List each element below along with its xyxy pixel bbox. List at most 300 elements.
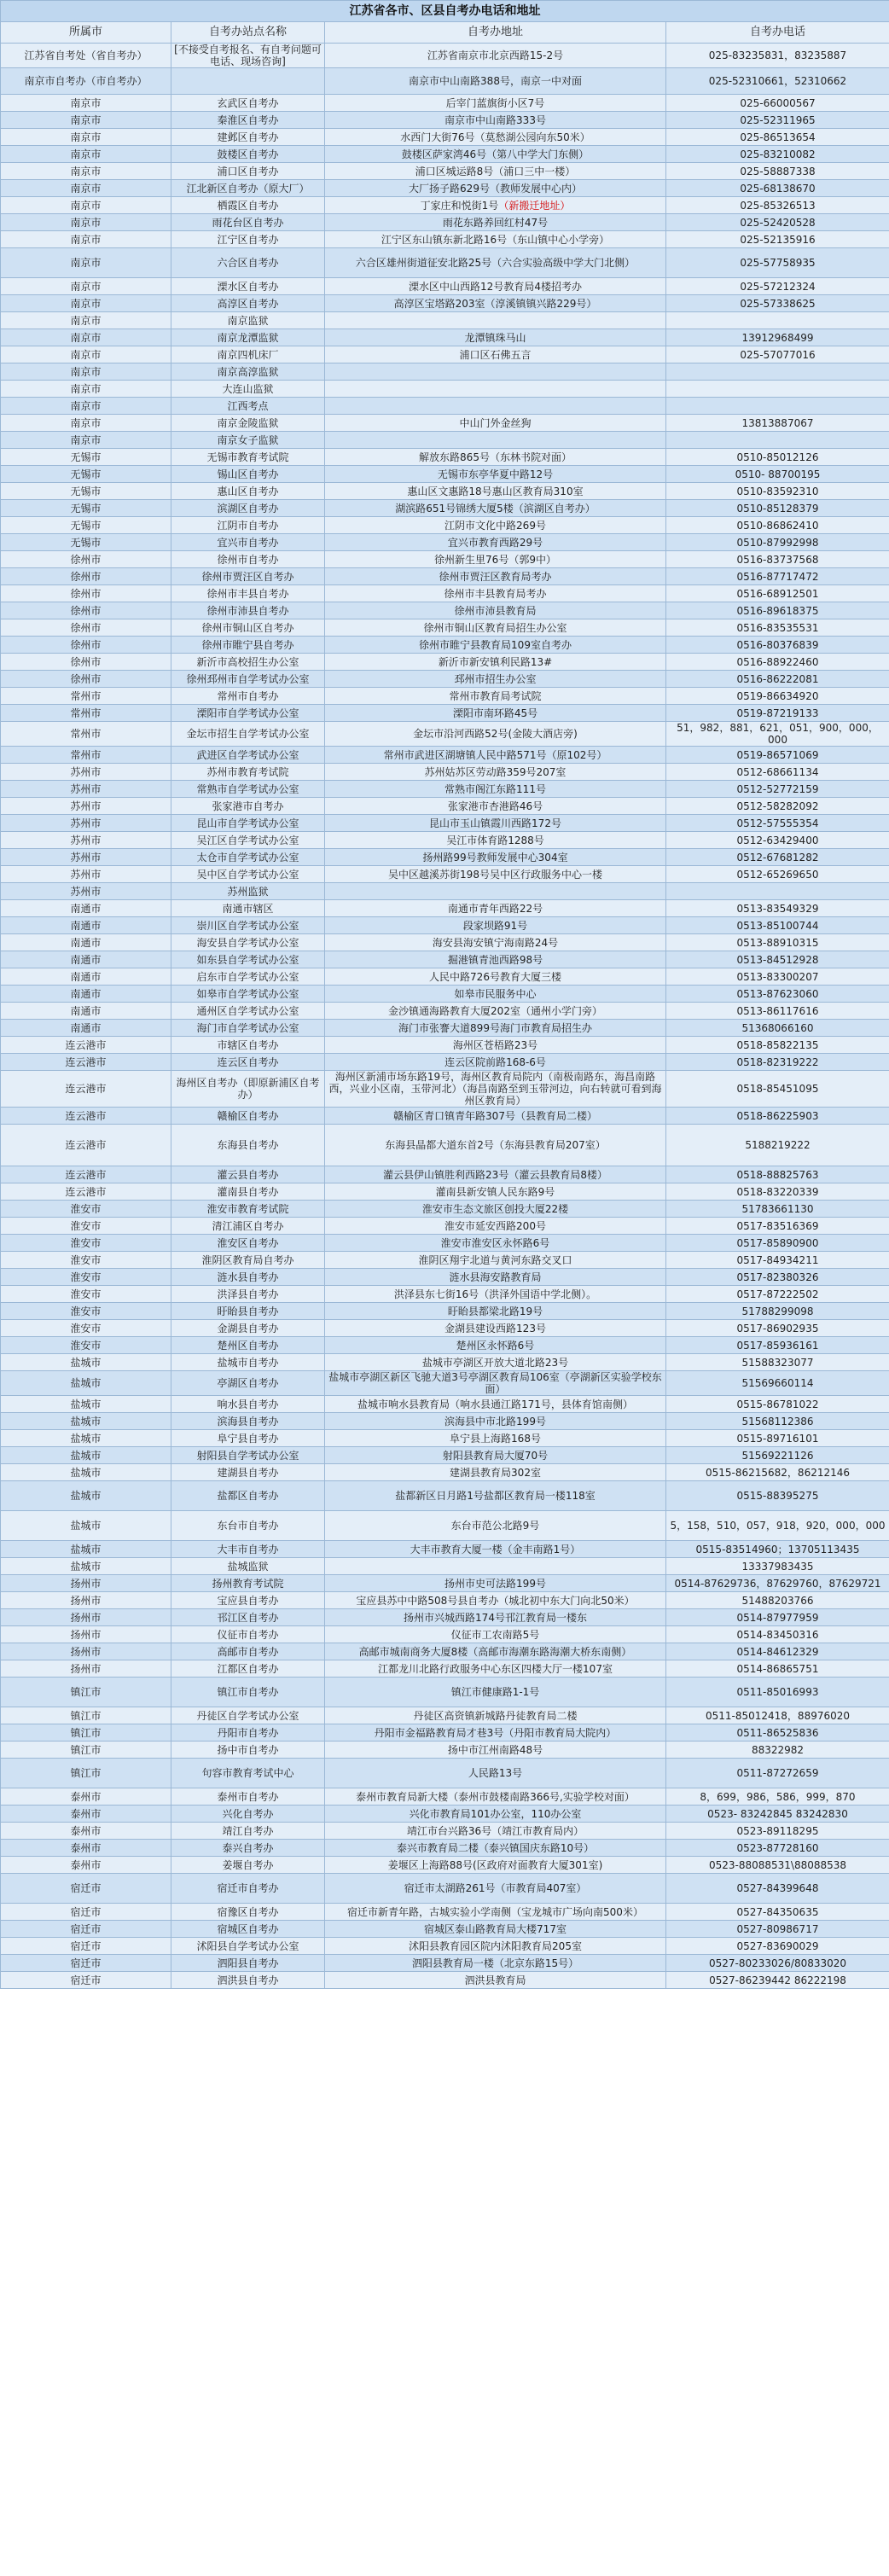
office-cell: 通州区自学考试办公室 [171,1003,325,1020]
office-cell: 徐州邳州市自学考试办公室 [171,671,325,688]
phone-cell: 51，982，881，621，051，900，000，000 [666,722,889,747]
table-row [1,1921,889,1938]
office-cell: 靖江自考办 [171,1823,325,1840]
city-cell: 淮安市 [1,1201,171,1218]
phone-cell: 0517-86902935 [666,1320,889,1337]
table-row [1,832,889,849]
address-cell: 徐州市睢宁县教育局109室自考办 [325,637,666,654]
table-row [1,146,889,163]
table-row [1,1354,889,1371]
office-cell: 常州市自考办 [171,688,325,705]
phone-cell: 0518-83220339 [666,1183,889,1201]
city-cell: 苏州市 [1,832,171,849]
phone-cell [666,883,889,900]
phone-cell: 0523-88088531\88088538 [666,1857,889,1874]
address-cell: 徐州市贾汪区教育局考办 [325,568,666,585]
phone-cell: 025-57338625 [666,295,889,312]
city-cell: 淮安市 [1,1337,171,1354]
phone-cell: 0516-89618375 [666,602,889,619]
table-row [1,163,889,180]
office-cell: 吴江区自学考试办公室 [171,832,325,849]
table-row [1,363,889,381]
address-cell: 盐城市亭湖区开放大道北路23号 [325,1354,666,1371]
phone-cell: 0512-68661134 [666,764,889,781]
phone-cell: 025-68138670 [666,180,889,197]
table-row [1,568,889,585]
table-row [1,231,889,248]
office-cell: 宝应县自考办 [171,1592,325,1609]
phone-cell: 0510- 88700195 [666,466,889,483]
address-cell: 段家坝路91号 [325,917,666,934]
phone-cell: 0515-83514960；13705113435 [666,1541,889,1558]
office-cell: 太仓市自学考试办公室 [171,849,325,866]
address-cell: 南京市中山南路333号 [325,112,666,129]
table-row [1,1320,889,1337]
office-cell: 启东市自学考试办公室 [171,968,325,986]
office-cell: 东台市自考办 [171,1511,325,1541]
table-row [1,1806,889,1823]
office-cell: 句容市教育考试中心 [171,1759,325,1788]
city-cell: 盐城市 [1,1464,171,1481]
phone-cell: 0527-84350635 [666,1904,889,1921]
phone-cell: 025-52135916 [666,231,889,248]
table-row [1,214,889,231]
table-row [1,1626,889,1643]
phone-cell: 025-66000567 [666,95,889,112]
office-cell: 阜宁县自考办 [171,1430,325,1447]
city-cell: 南京市自考办（市自考办） [1,68,171,95]
office-cell: 江西考点 [171,398,325,415]
office-cell: 盐城市自考办 [171,1354,325,1371]
office-cell: 清江浦区自考办 [171,1218,325,1235]
table-row [1,1003,889,1020]
table-row [1,517,889,534]
table-row [1,398,889,415]
phone-cell: 0518-82319222 [666,1054,889,1071]
table-row [1,44,889,68]
table-row [1,197,889,214]
city-cell: 镇江市 [1,1707,171,1724]
address-cell [325,312,666,329]
office-cell: 姜堰自考办 [171,1857,325,1874]
office-cell: 徐州市自考办 [171,551,325,568]
city-cell: 南京市 [1,432,171,449]
table-header-row [1,22,889,44]
city-cell: 徐州市 [1,551,171,568]
office-cell: 江阴市自考办 [171,517,325,534]
office-cell: 仪征市自考办 [171,1626,325,1643]
city-cell: 连云港市 [1,1108,171,1125]
city-cell: 淮安市 [1,1286,171,1303]
phone-cell: 0518-88825763 [666,1166,889,1183]
address-cell: 宿城区泰山路教育局大楼717室 [325,1921,666,1938]
city-cell: 无锡市 [1,466,171,483]
address-cell: 兴化市教育局101办公室，110办公室 [325,1806,666,1823]
table-body [1,44,889,1989]
phone-cell: 0515-86215682，86212146 [666,1464,889,1481]
office-cell: 灌南县自考办 [171,1183,325,1201]
phone-cell: 0514-87977959 [666,1609,889,1626]
address-cell: 江阴市文化中路269号 [325,517,666,534]
city-cell: 南通市 [1,986,171,1003]
city-cell: 宿迁市 [1,1938,171,1955]
table-row [1,1464,889,1481]
table-row [1,1071,889,1108]
phone-cell: 0513-83300207 [666,968,889,986]
phone-cell: 025-52311965 [666,112,889,129]
phone-cell: 0513-86117616 [666,1003,889,1020]
address-cell [325,363,666,381]
table-title: 江苏省各市、区县自考办电话和地址 [1,1,889,22]
city-cell: 泰州市 [1,1857,171,1874]
address-cell: 高邮市城南商务大厦8楼（高邮市海潮东路海潮大桥东南侧） [325,1643,666,1660]
city-cell: 连云港市 [1,1054,171,1071]
address-cell: 徐州新生里76号（郭9中） [325,551,666,568]
city-cell: 徐州市 [1,619,171,637]
city-cell: 盐城市 [1,1430,171,1447]
address-cell: 盱眙县都梁北路19号 [325,1303,666,1320]
city-cell: 连云港市 [1,1071,171,1108]
address-cell: 丁家庄和悦街1号（新搬迁地址） [325,197,666,214]
address-cell: 灌云县伊山镇胜利西路23号（灌云县教育局8楼） [325,1166,666,1183]
office-cell: 淮安区自考办 [171,1235,325,1252]
office-cell: 如东县自学考试办公室 [171,951,325,968]
table-row [1,951,889,968]
table-row [1,1707,889,1724]
phone-cell: 0510-87992998 [666,534,889,551]
header-office-name: 自考办站点名称 [171,22,325,44]
office-cell: 苏州监狱 [171,883,325,900]
phone-cell: 0513-85100744 [666,917,889,934]
address-cell: 新沂市新安镇利民路13# [325,654,666,671]
phone-cell: 51783661130 [666,1201,889,1218]
address-cell: 吴中区越溪苏街198号吴中区行政服务中心一楼 [325,866,666,883]
city-cell: 盐城市 [1,1558,171,1575]
office-cell: 盐都区自考办 [171,1481,325,1511]
table-row [1,815,889,832]
city-cell: 南京市 [1,197,171,214]
table-row [1,1724,889,1742]
office-cell: 泰兴自考办 [171,1840,325,1857]
phone-cell: 025-57077016 [666,346,889,363]
address-cell: 解放东路865号（东林书院对面） [325,449,666,466]
city-cell: 扬州市 [1,1660,171,1678]
address-cell: 浦口区石佛五言 [325,346,666,363]
address-cell: 阜宁县上海路168号 [325,1430,666,1447]
office-cell: 徐州市贾汪区自考办 [171,568,325,585]
address-cell: 淮安市生态文旅区创投大厦22楼 [325,1201,666,1218]
city-cell: 连云港市 [1,1183,171,1201]
office-cell: 常熟市自学考试办公室 [171,781,325,798]
city-cell: 徐州市 [1,602,171,619]
office-cell: 江北新区自考办（原大厂） [171,180,325,197]
address-cell [325,432,666,449]
office-cell: 邗江区自考办 [171,1609,325,1626]
phone-cell: 025-86513654 [666,129,889,146]
office-cell: 射阳县自学考试办公室 [171,1447,325,1464]
phone-cell: 0510-85128379 [666,500,889,517]
address-cell: 滨海县中市北路199号 [325,1413,666,1430]
table-row [1,619,889,637]
address-cell: 大丰市教育大厦一楼（金丰南路1号） [325,1541,666,1558]
city-cell: 南京市 [1,163,171,180]
office-cell: 金湖县自考办 [171,1320,325,1337]
city-cell: 徐州市 [1,671,171,688]
phone-cell: 51568112386 [666,1413,889,1430]
address-cell: 泰州市教育局新大楼（泰州市鼓楼南路366号,实验学校对面） [325,1788,666,1806]
city-cell: 淮安市 [1,1303,171,1320]
address-cell: 人民路13号 [325,1759,666,1788]
phone-cell [666,381,889,398]
office-cell: 赣榆区自考办 [171,1108,325,1125]
address-cell: 南京市中山南路388号，南京一中对面 [325,68,666,95]
address-cell: 水西门大街76号（莫愁湖公园向东50米） [325,129,666,146]
phone-cell: 0519-87219133 [666,705,889,722]
office-cell: 玄武区自考办 [171,95,325,112]
phone-cell: 0513-88910315 [666,934,889,951]
office-cell: 盐城监狱 [171,1558,325,1575]
office-cell: 海门市自学考试办公室 [171,1020,325,1037]
phone-cell: 51588323077 [666,1354,889,1371]
office-cell: 扬中市自考办 [171,1742,325,1759]
phone-cell: 0518-85822135 [666,1037,889,1054]
address-cell: 人民中路726号教育大厦三楼 [325,968,666,986]
address-cell: 仪征市工农南路5号 [325,1626,666,1643]
office-cell: 淮阴区教育局自考办 [171,1252,325,1269]
phone-cell: 025-83235831，83235887 [666,44,889,68]
table-row [1,1575,889,1592]
table-row [1,312,889,329]
office-cell: 兴化自考办 [171,1806,325,1823]
address-cell: 靖江市台兴路36号（靖江市教育局内） [325,1823,666,1840]
city-cell: 无锡市 [1,534,171,551]
office-cell: 东海县自考办 [171,1125,325,1166]
table-row [1,466,889,483]
city-cell: 镇江市 [1,1742,171,1759]
city-cell: 无锡市 [1,517,171,534]
address-cell: 徐州市丰县教育局考办 [325,585,666,602]
phone-cell: 0514-87629736，87629760，87629721 [666,1575,889,1592]
address-cell: 扬州市史可法路199号 [325,1575,666,1592]
address-cell: 雨花东路养回红村47号 [325,214,666,231]
phone-cell: 0527-80986717 [666,1921,889,1938]
table-row [1,1166,889,1183]
address-cell: 湖滨路651号锦绣大厦5楼（滨湖区自考办） [325,500,666,517]
city-cell: 南京市 [1,129,171,146]
table-row [1,705,889,722]
office-cell: 泰州市自考办 [171,1788,325,1806]
office-cell: 响水县自考办 [171,1396,325,1413]
city-cell: 扬州市 [1,1626,171,1643]
table-row [1,180,889,197]
table-row [1,1054,889,1071]
table-row [1,1108,889,1125]
table-row [1,449,889,466]
table-row [1,1678,889,1707]
phone-cell: 0516-86222081 [666,671,889,688]
city-cell: 南京市 [1,231,171,248]
table-row [1,1020,889,1037]
address-cell: 徐州市铜山区教育局招生办公室 [325,619,666,637]
table-row [1,1609,889,1626]
phone-cell: 0516-87717472 [666,568,889,585]
table-row [1,671,889,688]
address-cell: 丹徒区高资镇新城路丹徒教育局二楼 [325,1707,666,1724]
phone-cell: 0516-88922460 [666,654,889,671]
phone-cell: 8，699，986，586，999，870 [666,1788,889,1806]
office-cell: 丹阳市自考办 [171,1724,325,1742]
table-row [1,1037,889,1054]
address-cell [325,883,666,900]
table-row [1,1511,889,1541]
phone-cell: 0518-86225903 [666,1108,889,1125]
table-row [1,68,889,95]
office-cell: 宿城区自考办 [171,1921,325,1938]
address-cell: 大厂扬子路629号（教师发展中心内） [325,180,666,197]
address-cell: 宜兴市教育西路29号 [325,534,666,551]
city-cell: 盐城市 [1,1447,171,1464]
city-cell: 常州市 [1,747,171,764]
city-cell: 南京市 [1,312,171,329]
phone-cell: 0512-63429400 [666,832,889,849]
address-cell: 中山门外金丝狗 [325,415,666,432]
office-cell: 徐州市丰县自考办 [171,585,325,602]
address-cell: 高淳区宝塔路203室（淳溪镇镇兴路229号） [325,295,666,312]
phone-cell: 51569660114 [666,1371,889,1396]
phone-cell: 0517-83516369 [666,1218,889,1235]
office-cell: 南京监狱 [171,312,325,329]
address-cell: 楚州区永怀路6号 [325,1337,666,1354]
phone-cell: 0515-88395275 [666,1481,889,1511]
office-cell: 亭湖区自考办 [171,1371,325,1396]
address-cell: 南通市青年西路22号 [325,900,666,917]
address-cell: 海州区新浦市场东路19号，海州区教育局院内（南极南路东，海昌南路西，兴业小区南，玉带河北）（海昌南路至到玉带河边，向右转就可看到海州区教育局） [325,1071,666,1108]
city-cell: 南京市 [1,381,171,398]
address-cell: 金湖县建设西路123号 [325,1320,666,1337]
city-cell: 苏州市 [1,815,171,832]
address-cell: 泗阳县教育局一楼（北京东路15号） [325,1955,666,1972]
city-cell: 南通市 [1,900,171,917]
city-cell: 南京市 [1,346,171,363]
address-cell: 金沙镇通海路教育大厦202室（通州小学门旁） [325,1003,666,1020]
city-cell: 盐城市 [1,1413,171,1430]
table-row [1,1396,889,1413]
office-cell: 六合区自考办 [171,248,325,278]
phone-cell: 0513-87623060 [666,986,889,1003]
table-row [1,1303,889,1320]
table-row [1,1857,889,1874]
table-row [1,432,889,449]
phone-cell: 0516-80376839 [666,637,889,654]
phone-cell [666,312,889,329]
phone-cell: 0512-67681282 [666,849,889,866]
address-cell: 无锡市东亭华夏中路12号 [325,466,666,483]
address-cell: 后宰门蓝旗街小区7号 [325,95,666,112]
table-row [1,968,889,986]
table-row [1,1371,889,1396]
office-cell: 秦淮区自考办 [171,112,325,129]
table-row [1,1430,889,1447]
address-cell: 六合区雄州街道征安北路25号（六合实验高级中学大门北侧） [325,248,666,278]
city-cell: 淮安市 [1,1218,171,1235]
address-cell: 洪泽县东七街16号（洪泽外国语中学北侧）。 [325,1286,666,1303]
phone-cell: 0516-83535531 [666,619,889,637]
address-cell: 泰兴市教育局二楼（泰兴镇国庆东路10号） [325,1840,666,1857]
table-row [1,1337,889,1354]
header-city: 所属市 [1,22,171,44]
city-cell: 宿迁市 [1,1904,171,1921]
address-cell: 江宁区东山镇东新北路16号（东山镇中心小学旁） [325,231,666,248]
address-cell: 溧水区中山西路12号教育局4楼招考办 [325,278,666,295]
city-cell: 镇江市 [1,1759,171,1788]
address-cell: 宿迁市太湖路261号（市教育局407室） [325,1874,666,1904]
office-cell: 南京龙潭监狱 [171,329,325,346]
office-cell: 沭阳县自学考试办公室 [171,1938,325,1955]
address-cell [325,398,666,415]
address-cell: 泗洪县教育局 [325,1972,666,1989]
table-row [1,346,889,363]
city-cell: 苏州市 [1,798,171,815]
city-cell: 南京市 [1,329,171,346]
phone-cell: 025-52420528 [666,214,889,231]
address-cell: 扬州市兴城西路174号邗江教育局一楼东 [325,1609,666,1626]
header-address: 自考办地址 [325,22,666,44]
city-cell: 南京市 [1,295,171,312]
address-cell: 射阳县教育局大厦70号 [325,1447,666,1464]
address-cell: 淮安市延安西路200号 [325,1218,666,1235]
table-row [1,883,889,900]
city-cell: 宿迁市 [1,1921,171,1938]
office-cell: 盱眙县自考办 [171,1303,325,1320]
city-cell: 盐城市 [1,1396,171,1413]
office-cell: 栖霞区自考办 [171,197,325,214]
city-cell: 镇江市 [1,1678,171,1707]
phone-cell: 0515-86781022 [666,1396,889,1413]
address-cell: 连云区院前路168-6号 [325,1054,666,1071]
office-cell: 市辖区自考办 [171,1037,325,1054]
phone-cell: 0523-89118295 [666,1823,889,1840]
phone-cell: 51488203766 [666,1592,889,1609]
phone-cell: 0515-89716101 [666,1430,889,1447]
address-cell: 淮安市淮安区永怀路6号 [325,1235,666,1252]
phone-cell: 0517-87222502 [666,1286,889,1303]
office-cell: 南京女子监狱 [171,432,325,449]
address-cell: 涟水县海安路教育局 [325,1269,666,1286]
city-cell: 无锡市 [1,483,171,500]
table-row [1,654,889,671]
table-row [1,1413,889,1430]
city-cell: 泰州市 [1,1788,171,1806]
office-cell: 高邮市自考办 [171,1643,325,1660]
office-cell: 宿迁市自考办 [171,1874,325,1904]
city-cell: 宿迁市 [1,1874,171,1904]
table-row [1,1252,889,1269]
office-cell: 江都区自考办 [171,1660,325,1678]
office-cell: 灌云县自考办 [171,1166,325,1183]
phone-cell: 0519-86634920 [666,688,889,705]
office-cell: 雨花台区自考办 [171,214,325,231]
phone-cell: 0512-58282092 [666,798,889,815]
address-cell: 宿迁市新青年路，古城实验小学南侧（宝龙城市广场向南500米） [325,1904,666,1921]
city-cell: 扬州市 [1,1643,171,1660]
table-row [1,1592,889,1609]
table-row [1,1447,889,1464]
city-cell: 南京市 [1,180,171,197]
address-cell: 扬州路99号教师发展中心304室 [325,849,666,866]
phone-cell: 0512-52772159 [666,781,889,798]
address-cell: 溧阳市南环路45号 [325,705,666,722]
address-cell: 东海县晶都大道东首2号（东海县教育局207室） [325,1125,666,1166]
